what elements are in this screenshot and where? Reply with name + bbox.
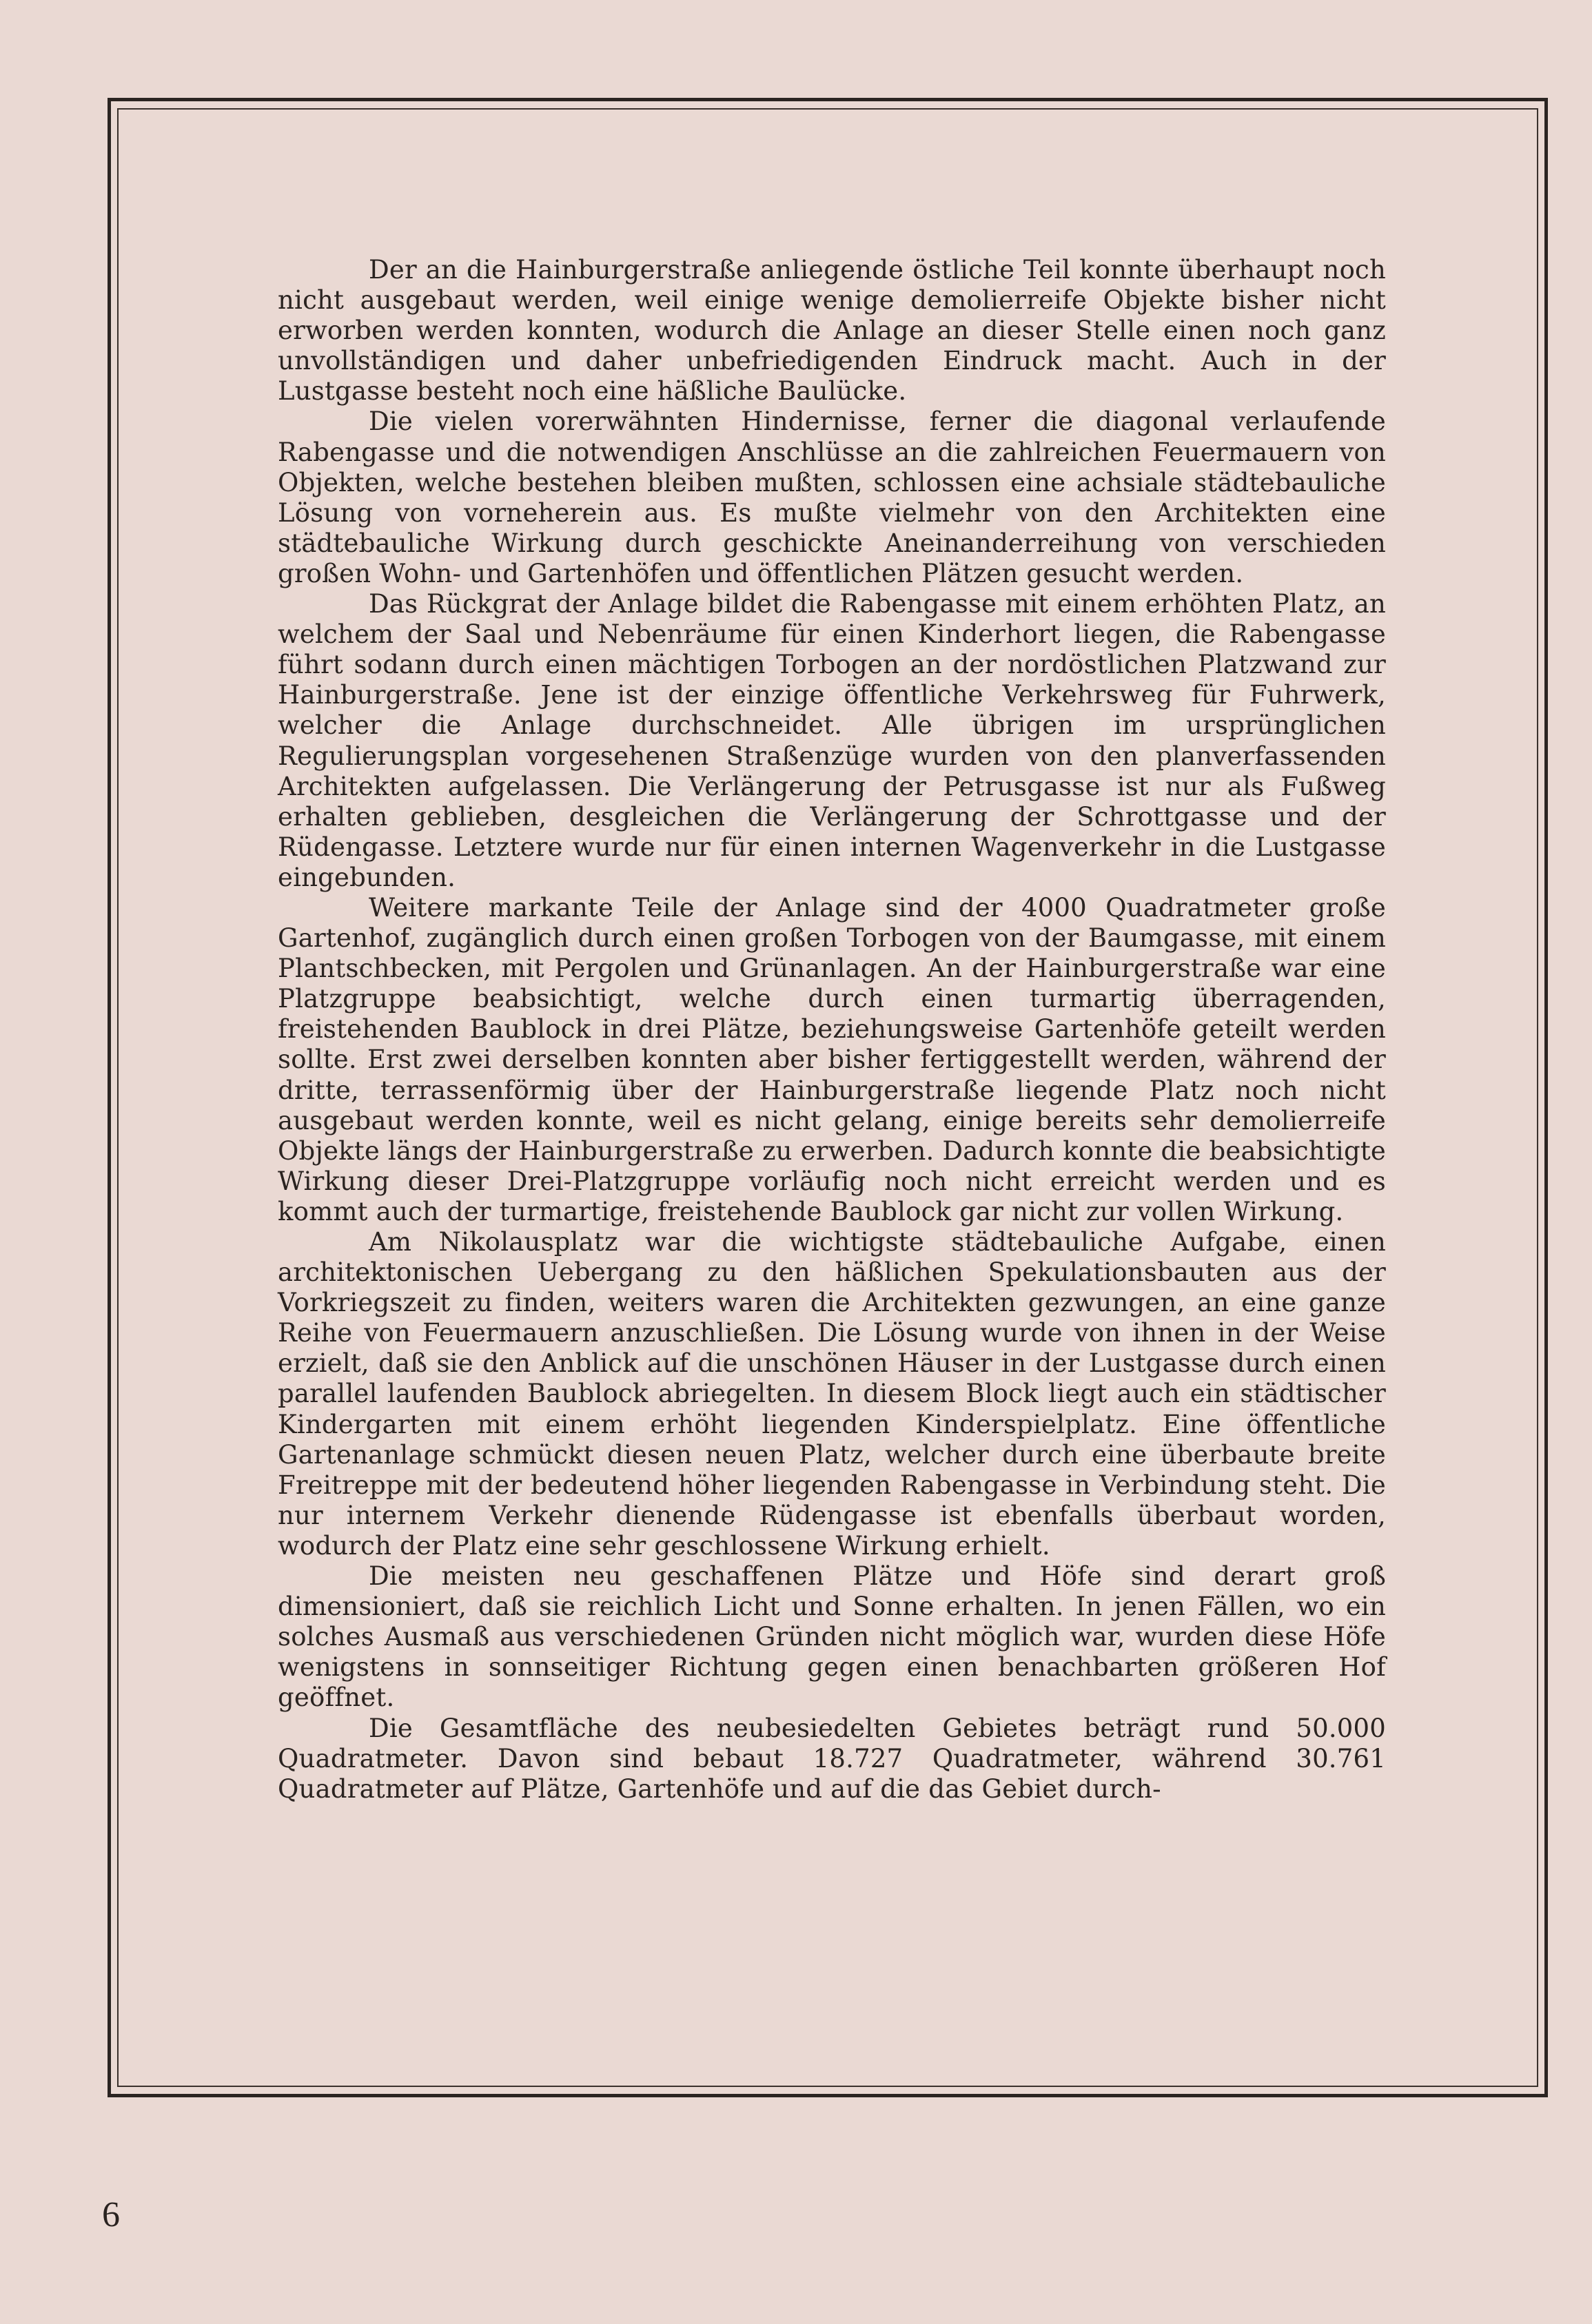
paragraph-2: Die vielen vorerwähnten Hindernisse, ferner die diagonal verlaufende Rabengasse und die notwendigen Anschlüsse an die zahlreichen Feuermauern von Objekten, welche bestehen bleiben mußten, schlossen eine achsiale städtebauliche Lösung von vorneherein aus. Es mußte vielmehr von den Architekten eine städtebauliche Wirkung durch geschickte Aneinanderreihung von verschieden großen Wohn- und Gartenhöfen und öffentlichen Plätzen gesucht werden.	[278, 407, 1386, 588]
body-text	[278, 255, 1386, 1804]
paragraph-1: Der an die Hainburgerstraße anliegende östliche Teil konnte überhaupt noch nicht ausgebaut werden, weil einige wenige demolierreife Objekte bisher nicht erworben werden konnten, wodurch die Anlage an dieser Stelle einen noch ganz unvollständigen und daher unbefriedigenden Eindruck macht. Auch in der Lustgasse besteht noch eine häßliche Baulücke.	[278, 255, 1386, 407]
paragraph-5: Am Nikolausplatz war die wichtigste städtebauliche Aufgabe, einen architektonischen Uebergang zu den häßlichen Spekulationsbauten aus der Vorkriegszeit zu finden, weiters waren die Architekten gezwungen, an eine ganze Reihe von Feuermauern anzuschließen. Die Lösung wurde von ihnen in der Weise erzielt, daß sie den Anblick auf die unschönen Häuser in der Lustgasse durch einen parallel laufenden Baublock abriegelten. In diesem Block liegt auch ein städtischer Kindergarten mit einem erhöht liegenden Kinderspielplatz. Eine öffentliche Gartenanlage schmückt diesen neuen Platz, welcher durch eine überbaute breite Freitreppe mit der bedeutend höher liegenden Rabengasse in Verbindung steht. Die nur internem Verkehr dienende Rüdengasse ist ebenfalls überbaut worden, wodurch der Platz eine sehr geschlossene Wirkung erhielt.	[278, 1227, 1386, 1561]
page-number: 6	[102, 2195, 120, 2234]
paragraph-3: Das Rückgrat der Anlage bildet die Rabengasse mit einem erhöhten Platz, an welchem der Saal und Nebenräume für einen Kinderhort liegen, die Rabengasse führt sodann durch einen mächtigen Torbogen an der nordöstlichen Platzwand zur Hainburgerstraße. Jene ist der einzige öffentliche Verkehrsweg für Fuhrwerk, welcher die Anlage durchschneidet. Alle übrigen im ursprünglichen Regulierungsplan vorgesehenen Straßenzüge wurden von den planverfassenden Architekten aufgelassen. Die Verlängerung der Petrusgasse ist nur als Fußweg erhalten geblieben, desgleichen die Verlängerung der Schrottgasse und der Rüdengasse. Letztere wurde nur für einen internen Wagenverkehr in die Lustgasse eingebunden.	[278, 589, 1386, 892]
paragraph-4: Weitere markante Teile der Anlage sind der 4000 Quadratmeter große Gartenhof, zugänglich durch einen großen Torbogen von der Baumgasse, mit einem Plantschbecken, mit Pergolen und Grünanlagen. An der Hainburgerstraße war eine Platzgruppe beabsichtigt, welche durch einen turmartig überragenden, freistehenden Baublock in drei Plätze, beziehungsweise Gartenhöfe geteilt werden sollte. Erst zwei derselben konnten aber bisher fertiggestellt werden, während der dritte, terrassenförmig über der Hainburgerstraße liegende Platz noch nicht ausgebaut werden konnte, weil es nicht gelang, einige bereits sehr demolierreife Objekte längs der Hainburgerstraße zu erwerben. Dadurch konnte die beabsichtigte Wirkung dieser Drei-Platzgruppe vorläufig noch nicht erreicht werden und es kommt auch der turmartige, freistehende Baublock gar nicht zur vollen Wirkung.	[278, 892, 1386, 1226]
paragraph-6: Die meisten neu geschaffenen Plätze und Höfe sind derart groß dimensioniert, daß sie reichlich Licht und Sonne erhalten. In jenen Fällen, wo ein solches Ausmaß aus verschiedenen Gründen nicht möglich war, wurden diese Höfe wenigstens in sonnseitiger Richtung gegen einen benachbarten größeren Hof geöffnet.	[278, 1561, 1386, 1713]
paragraph-7: Die Gesamtfläche des neubesiedelten Gebietes beträgt rund 50.000 Quadratmeter. Davon sind bebaut 18.727 Quadratmeter, während 30.761 Quadratmeter auf Plätze, Gartenhöfe und auf die das Gebiet durch-	[278, 1713, 1386, 1804]
